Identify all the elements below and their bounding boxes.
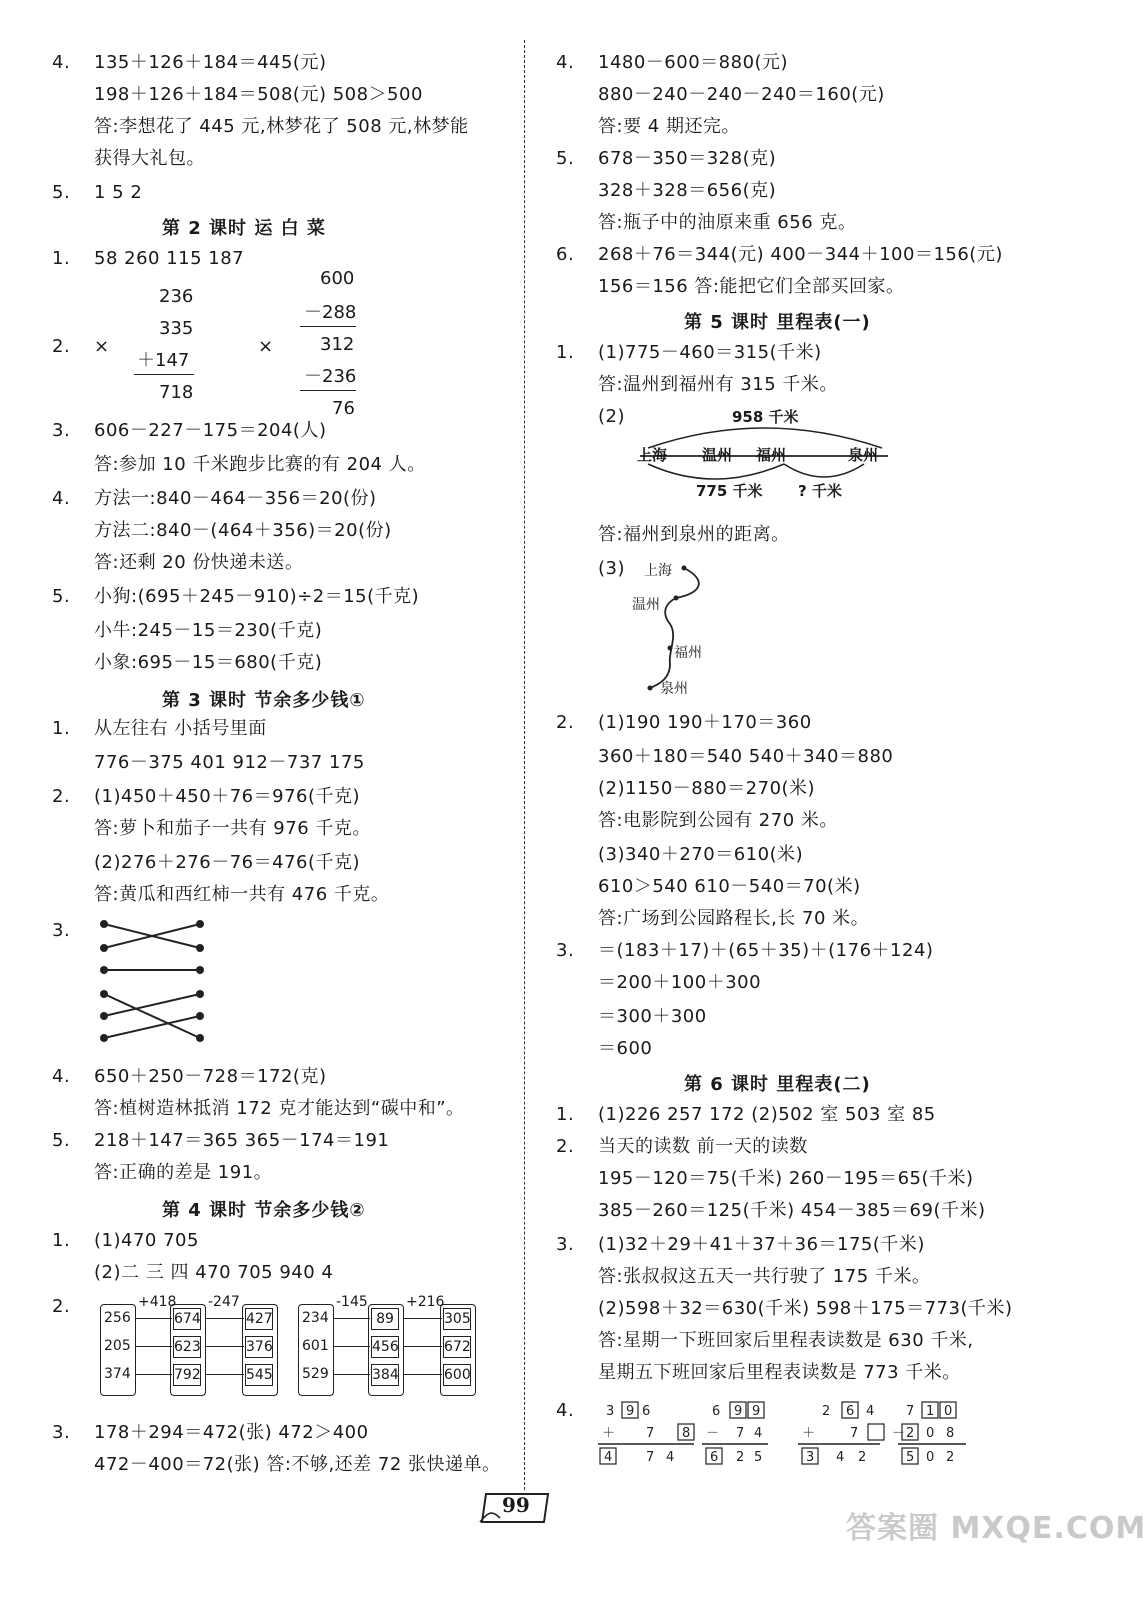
svg-text:2: 2 (858, 1450, 867, 1465)
text-line: 方法二:840－(464＋356)＝20(份) (94, 520, 392, 541)
output-value: 545 (245, 1364, 273, 1386)
text-line: 678－350＝328(克) (598, 148, 777, 169)
text-line: 195－120＝75(千米) 260－195＝65(千米) (598, 1168, 974, 1189)
svg-text:0: 0 (926, 1426, 935, 1441)
text-line: 1. (556, 1104, 575, 1125)
text-line: 1 5 2 (94, 182, 143, 203)
arrow-1 (334, 1318, 370, 1319)
text-line: 答:李想花了 445 元,林梦花了 508 元,林梦能 (94, 116, 469, 137)
route-seg2: ? 千米 (798, 482, 842, 500)
text-line: × (94, 336, 110, 357)
text-line: 答:张叔叔这五天一共行驶了 175 千米。 (598, 1266, 931, 1287)
output-value: 600 (443, 1364, 471, 1386)
arrow-2 (206, 1346, 244, 1347)
input-value: 205 (104, 1338, 131, 1354)
text-line: 4. (556, 52, 575, 73)
output-value: 427 (245, 1308, 273, 1330)
map-city-d: 泉州 (660, 681, 688, 697)
text-line: 答:温州到福州有 315 千米。 (598, 374, 838, 395)
arrow-2 (404, 1318, 442, 1319)
text-line: (1)450＋450＋76＝976(千克) (94, 786, 361, 807)
text-line: 472－400＝72(张) 答:不够,还差 72 张快递单。 (94, 1454, 501, 1475)
svg-text:9: 9 (752, 1404, 761, 1419)
text-line: (3)340＋270＝610(米) (598, 844, 804, 865)
middle-value: 623 (173, 1336, 201, 1358)
input-value: 529 (302, 1366, 329, 1382)
route-city-b: 温州 (702, 446, 733, 464)
text-line: 答:瓶子中的油原来重 656 克。 (598, 212, 857, 233)
text-line: 答:植树造林抵消 172 克才能达到“碳中和”。 (94, 1098, 465, 1119)
text-line: (2) (598, 406, 625, 427)
text-line: 2. (52, 336, 71, 357)
text-line: 1. (52, 718, 71, 739)
text-line: ＝600 (598, 1038, 653, 1059)
output-value: 672 (443, 1336, 471, 1358)
text-line: (2)276＋276－76＝476(千克) (94, 852, 361, 873)
text-line: (2)二 三 四 470 705 940 4 (94, 1262, 334, 1283)
lesson-heading: 第 3 课时 节余多少钱① (162, 690, 366, 711)
svg-text:4: 4 (754, 1426, 763, 1441)
svg-text:7: 7 (736, 1426, 745, 1441)
text-line: 1480－600＝880(元) (598, 52, 789, 73)
text-line: 156＝156 答:能把它们全部买回家。 (598, 276, 905, 297)
text-line: 610＞540 610－540＝70(米) (598, 876, 861, 897)
text-line: 178＋294＝472(张) 472＞400 (94, 1422, 369, 1443)
text-line: 3. (52, 420, 71, 441)
text-line: 4. (556, 1400, 575, 1421)
arrow-1 (334, 1346, 370, 1347)
text-line: 答:萝卜和茄子一共有 976 千克。 (94, 818, 371, 839)
svg-text:8: 8 (946, 1426, 955, 1441)
text-line: 当天的读数 前一天的读数 (598, 1136, 808, 1157)
svg-text:3: 3 (606, 1404, 615, 1419)
svg-text:＋: ＋ (802, 1426, 816, 1441)
text-line: 小狗:(695＋245－910)÷2＝15(千克) (94, 586, 420, 607)
svg-text:6: 6 (712, 1404, 721, 1419)
text-line: 650＋250－728＝172(克) (94, 1066, 327, 1087)
matching-lines-diagram (96, 912, 216, 1052)
middle-value: 384 (371, 1364, 399, 1386)
text-line: 385－260＝125(千米) 454－385＝69(千米) (598, 1200, 986, 1221)
middle-value: 89 (371, 1308, 399, 1330)
text-line: 3. (52, 920, 71, 941)
svg-text:2: 2 (822, 1404, 831, 1419)
text-line: 答:福州到泉州的距离。 (598, 524, 790, 545)
text-line: (1)470 705 (94, 1230, 199, 1251)
text-line: 135＋126＋184＝445(元) (94, 52, 327, 73)
text-line: 小牛:245－15＝230(千克) (94, 620, 323, 641)
seg2-brace (784, 464, 864, 477)
add-rule (134, 374, 194, 375)
text-line: (1)775－460＝315(千米) (598, 342, 822, 363)
sub-a: 600 (320, 268, 355, 289)
svg-text:3: 3 (806, 1450, 815, 1465)
lesson-heading: 第 2 课时 运 白 菜 (162, 218, 326, 239)
route-total: 958 千米 (732, 408, 799, 426)
text-line: 答:参加 10 千米跑步比赛的有 204 人。 (94, 454, 426, 475)
text-line: 3. (556, 1234, 575, 1255)
text-line: 5. (52, 1130, 71, 1151)
text-line: (1)32＋29＋41＋37＋36＝175(千米) (598, 1234, 925, 1255)
middle-value: 674 (173, 1308, 201, 1330)
text-line: 5. (556, 148, 575, 169)
arrow-1 (136, 1374, 172, 1375)
map-city-c: 福州 (674, 645, 702, 661)
add-result: 718 (159, 382, 194, 403)
text-line: 218＋147＝365 365－174＝191 (94, 1130, 390, 1151)
operation-1: +418 (138, 1294, 177, 1310)
arrow-2 (206, 1374, 244, 1375)
svg-text:6: 6 (710, 1450, 719, 1465)
text-line: 1. (556, 342, 575, 363)
text-line: 2. (52, 1296, 71, 1317)
watermark: 答案圈 MXQE.COM (846, 1511, 1146, 1546)
arrow-2 (404, 1346, 442, 1347)
text-line: ＝(183＋17)＋(65＋35)＋(176＋124) (598, 940, 934, 961)
text-line: 5. (52, 586, 71, 607)
text-line: 3. (52, 1422, 71, 1443)
text-line: (3) (598, 558, 625, 579)
text-line: 880－240－240－240＝160(元) (598, 84, 885, 105)
svg-text:－: － (892, 1426, 906, 1441)
text-line: 答:黄瓜和西红柿一共有 476 千克。 (94, 884, 390, 905)
svg-text:6: 6 (846, 1404, 855, 1419)
text-line: 从左往右 小括号里面 (94, 718, 267, 739)
text-line: 4. (52, 52, 71, 73)
svg-text:7: 7 (850, 1426, 859, 1441)
svg-text:0: 0 (944, 1404, 953, 1419)
text-line: 58 260 115 187 (94, 248, 245, 269)
sub-rule-2 (300, 390, 356, 391)
middle-value: 792 (173, 1364, 201, 1386)
route-seg1: 775 千米 (696, 482, 763, 500)
sub-b: －288 (304, 302, 357, 323)
svg-text:7: 7 (646, 1426, 655, 1441)
text-line: 1. (52, 248, 71, 269)
text-line: 5. (52, 182, 71, 203)
arrow-1 (136, 1346, 172, 1347)
text-line: (2)598＋32＝630(千米) 598＋175＝773(千米) (598, 1298, 1013, 1319)
arrow-2 (206, 1318, 244, 1319)
text-line: 4. (52, 488, 71, 509)
sub-d: －236 (304, 366, 357, 387)
operation-2: +216 (406, 1294, 445, 1310)
text-line: 268＋76＝344(元) 400－344＋100＝156(元) (598, 244, 1003, 265)
route-city-d: 泉州 (848, 446, 879, 464)
route-city-a: 上海 (637, 446, 668, 464)
output-value: 376 (245, 1336, 273, 1358)
svg-text:0: 0 (926, 1450, 935, 1465)
text-line: (1)226 257 172 (2)502 室 503 室 85 (598, 1104, 936, 1125)
operation-1: -145 (336, 1294, 368, 1310)
svg-text:4: 4 (866, 1404, 875, 1419)
svg-text:2: 2 (946, 1450, 955, 1465)
text-line: 2. (556, 1136, 575, 1157)
sub-c: 312 (320, 334, 355, 355)
sub-rule-1 (300, 326, 356, 327)
route-city-c: 福州 (756, 446, 787, 464)
input-value: 256 (104, 1310, 131, 1326)
text-line: (1)190 190＋170＝360 (598, 712, 812, 733)
text-line: 328＋328＝656(克) (598, 180, 777, 201)
map-city-a: 上海 (644, 563, 672, 579)
arrow-2 (404, 1374, 442, 1375)
text-line: 获得大礼包。 (94, 148, 205, 169)
text-line: 776－375 401 912－737 175 (94, 752, 365, 773)
text-line: ＝200＋100＋300 (598, 972, 762, 993)
text-line: 答:星期一下班回家后里程表读数是 630 千米, (598, 1330, 974, 1351)
middle-value: 456 (371, 1336, 399, 1358)
svg-text:6: 6 (642, 1404, 651, 1419)
svg-text:2: 2 (906, 1426, 915, 1441)
text-line: 2. (556, 712, 575, 733)
text-line: 答:正确的差是 191。 (94, 1162, 273, 1183)
arrow-1 (136, 1318, 172, 1319)
text-line: ＝300＋300 (598, 1006, 707, 1027)
text-line: 答:电影院到公园有 270 米。 (598, 810, 838, 831)
add-a: 236 (159, 286, 194, 307)
input-value: 374 (104, 1366, 131, 1382)
text-line: 星期五下班回家后里程表读数是 773 千米。 (598, 1362, 961, 1383)
lesson-heading: 第 5 课时 里程表(一) (684, 312, 871, 333)
lesson-heading: 第 4 课时 节余多少钱② (162, 1200, 366, 1221)
seg1-brace (648, 464, 784, 479)
text-line: (2)1150－880＝270(米) (598, 778, 816, 799)
page-number: 99 (502, 1493, 530, 1517)
text-line: 606－227－175＝204(人) (94, 420, 327, 441)
svg-text:4: 4 (836, 1450, 845, 1465)
svg-text:8: 8 (682, 1426, 691, 1441)
lesson-heading: 第 6 课时 里程表(二) (684, 1074, 871, 1095)
add-b: 335 (159, 318, 194, 339)
svg-text:9: 9 (626, 1404, 635, 1419)
text-line: 1. (52, 1230, 71, 1251)
text-line: 360＋180＝540 540＋340＝880 (598, 746, 894, 767)
map-city-b: 温州 (632, 597, 660, 613)
input-value: 601 (302, 1338, 329, 1354)
svg-text:2: 2 (736, 1450, 745, 1465)
svg-text:1: 1 (926, 1404, 935, 1419)
input-value: 234 (302, 1310, 329, 1326)
svg-text:4: 4 (666, 1450, 675, 1465)
text-line: 方法一:840－464－356＝20(份) (94, 488, 377, 509)
svg-text:－: － (706, 1426, 720, 1441)
text-line: 2. (52, 786, 71, 807)
svg-text:5: 5 (754, 1450, 763, 1465)
text-line: 4. (52, 1066, 71, 1087)
column-divider (524, 40, 525, 1490)
sub-result: 76 (332, 398, 355, 419)
svg-text:7: 7 (646, 1450, 655, 1465)
arrow-1 (334, 1374, 370, 1375)
text-line: 答:广场到公园路程长,长 70 米。 (598, 908, 870, 929)
text-line: 3. (556, 940, 575, 961)
svg-text:4: 4 (604, 1450, 613, 1465)
svg-text:＋: ＋ (602, 1426, 616, 1441)
text-line: × (258, 336, 274, 357)
svg-text:9: 9 (734, 1404, 743, 1419)
svg-text:7: 7 (906, 1404, 915, 1419)
text-line: 6. (556, 244, 575, 265)
text-line: 198＋126＋184＝508(元) 508＞500 (94, 84, 423, 105)
output-value: 305 (443, 1308, 471, 1330)
text-line: 答:要 4 期还完。 (598, 116, 740, 137)
add-c: ＋147 (137, 350, 190, 371)
text-line: 答:还剩 20 份快递未送。 (94, 552, 304, 573)
svg-text:5: 5 (906, 1450, 915, 1465)
operation-2: -247 (208, 1294, 240, 1310)
text-line: 小象:695－15＝680(千克) (94, 652, 323, 673)
